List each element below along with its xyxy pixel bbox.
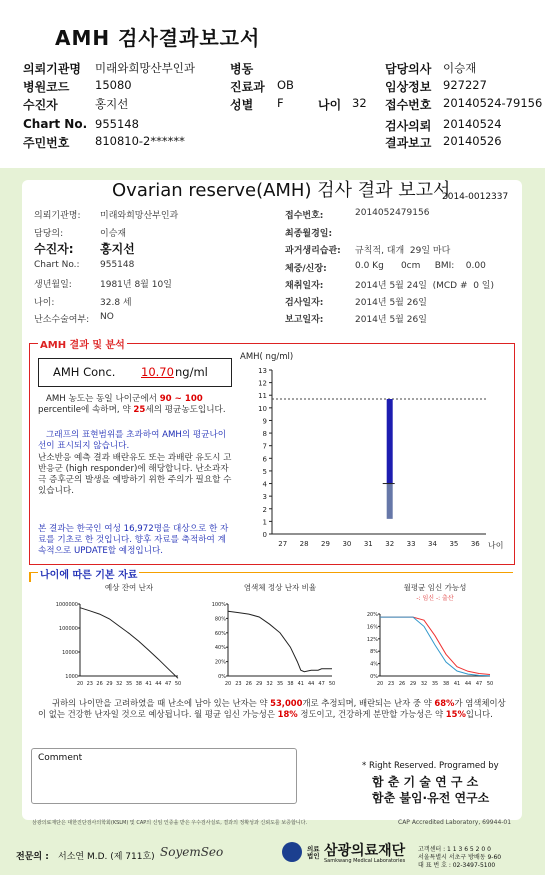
mini-x-tick-label: 26 <box>398 681 406 687</box>
y-tick-label: 8 <box>262 430 267 439</box>
mini-x-tick-label: 20 <box>376 681 384 687</box>
y-tick-label: 13 <box>258 367 267 375</box>
rights-text: * Right Reserved. Programed by <box>362 761 499 771</box>
amh-bar-chart <box>236 348 508 556</box>
summary-a: 귀하의 나이만을 고려하였을 때 난소에 남아 있는 난자는 약 <box>52 698 268 708</box>
header-value: F <box>277 96 284 110</box>
mini-x-tick-label: 26 <box>96 681 103 687</box>
mini-y-tick-label: 40% <box>214 645 226 652</box>
mini-y-tick-label: 1000 <box>65 674 78 680</box>
header-value: 미래와희망산부인과 <box>95 61 195 75</box>
report-title: Ovarian reserve(AMH) 검사 결과 보고서 <box>112 180 451 201</box>
field-label: 과거생리습관: <box>285 246 341 256</box>
ovarian-response-text: 난소반응 예측 결과 배란유도 또는 과배란 유도시 고반응군 (high responder)에 해당합니다. 난소과자극 증후군의 발생을 예방하기 위한 주의가 필요할 수 있습니다. <box>38 453 232 496</box>
header-value: 이승재 <box>443 61 477 75</box>
mini-x-tick-label: 47 <box>318 681 325 687</box>
header-label: 병원코드 <box>23 80 70 94</box>
x-tick-label: 36 <box>470 540 480 548</box>
org-name-1: 함 춘 기 술 연 구 소 <box>372 775 479 789</box>
cap-accreditation: CAP Accredited Laboratory, 69944-01 <box>398 819 512 826</box>
mini-y-tick-label: 16% <box>366 624 378 631</box>
field-value: 2014년 5월 24일 (MCD # 0 일) <box>355 281 495 291</box>
amh-low-bar <box>387 484 393 519</box>
field-label: 의뢰기관명: <box>34 211 81 221</box>
mini-x-tick-label: 32 <box>420 681 428 687</box>
field-label: 채취일자: <box>285 281 324 291</box>
y-tick-label: 9 <box>262 417 267 426</box>
y-tick-label: 5 <box>262 467 267 476</box>
mini-y-tick-label: 0% <box>218 674 226 680</box>
mini-y-tick-label: 10000 <box>62 650 78 656</box>
header-label: 진료과 <box>230 80 265 94</box>
document-number: 2014-0012337 <box>442 192 509 202</box>
mini-x-tick-label: 50 <box>486 681 494 687</box>
monthly-pregnancy-chart <box>350 580 510 692</box>
para1-a: AMH 농도는 동일 나이군에서 <box>46 394 157 404</box>
para1-b: percentile에 속하며, 약 <box>38 405 131 415</box>
header-value: 20140524 <box>443 117 502 131</box>
header-value: 15080 <box>95 78 132 92</box>
contact-3: 대 표 번 호 : 02-3497-5100 <box>418 862 496 869</box>
summary-e: 입니다. <box>465 709 493 719</box>
field-label: 접수번호: <box>285 211 324 221</box>
mini-x-tick-label: 38 <box>135 681 142 687</box>
x-tick-label: 28 <box>299 540 309 548</box>
contact-2: 서울특별시 서초구 방배동 9-60 <box>418 854 502 861</box>
mini-x-tick-label: 23 <box>235 681 242 687</box>
mini-x-tick-label: 35 <box>276 681 284 687</box>
field-label: 담당의: <box>34 229 64 239</box>
footnote: 삼광의료재단은 대한진단검사의학회(KSLM) 및 CAP의 신임 인증을 받은 우수검사실로, 결과의 정확성과 신뢰도를 보증합니다. <box>32 820 308 826</box>
summary-pct3: 15% <box>445 709 466 719</box>
field-value: 2014052479156 <box>355 208 430 218</box>
header-value: 20140524-79156 <box>443 96 543 110</box>
eggs-curve <box>80 608 178 679</box>
header-value: 927227 <box>443 78 487 92</box>
field-value: 955148 <box>100 260 135 270</box>
header-label: 성별 <box>230 98 254 112</box>
contact-1: 고객센터 : 1 1 3 6 5 2 0 0 <box>418 846 491 853</box>
y-tick-label: 2 <box>262 505 267 514</box>
mini-x-tick-label: 50 <box>328 681 336 687</box>
amh-conc-value: 10.70 <box>141 365 174 379</box>
header-label: 검사의뢰 <box>385 119 432 133</box>
header-label: 담당의사 <box>385 62 432 76</box>
equivalent-age: 25 <box>133 405 146 415</box>
para1-c: 세의 평균농도입니다. <box>145 405 226 415</box>
remaining-eggs-chart <box>28 580 188 692</box>
mini-x-tick-label: 32 <box>116 681 123 687</box>
y-tick-label: 3 <box>262 493 267 502</box>
summary-pct1: 68% <box>434 698 455 708</box>
x-tick-label: 30 <box>342 540 352 548</box>
summary-eggs: 53,000 <box>270 698 303 708</box>
field-value: 2014년 5월 26일 <box>355 315 427 325</box>
org-name-2: 함춘 불임·유전 연구소 <box>372 791 490 805</box>
mini-y-tick-label: 100% <box>211 602 226 608</box>
mini-x-tick-label: 38 <box>287 681 294 687</box>
normal-egg-ratio-chart <box>192 580 352 692</box>
section-title-age-data: 나이에 따른 기본 자료 <box>38 566 139 581</box>
header-value: 20140526 <box>443 134 502 148</box>
mini-y-tick-label: 0% <box>370 674 378 680</box>
field-label: Chart No.: <box>34 260 80 270</box>
field-value: 32.8 세 <box>100 298 132 308</box>
mini-x-tick-label: 47 <box>475 681 483 687</box>
page-title: AMH 검사결과보고서 <box>55 26 261 50</box>
x-tick-label: 31 <box>363 540 373 548</box>
field-label: 생년월일: <box>34 280 72 290</box>
y-tick-label: 7 <box>262 442 267 451</box>
mini-x-tick-label: 29 <box>409 681 417 687</box>
mini-y-tick-label: 80% <box>214 616 226 623</box>
summary-c: 가 염색체이상이 없는 건강한 난자일 것으로 예상됩니다. 월 평균 임신 가능성은 <box>38 698 506 719</box>
mini-y-tick-label: 20% <box>366 612 378 618</box>
x-tick-label: 27 <box>278 540 288 548</box>
header-label: Chart No. <box>23 117 88 131</box>
x-tick-label: 29 <box>321 540 330 548</box>
header-value: OB <box>277 78 294 92</box>
x-tick-label: 34 <box>428 540 437 548</box>
header-label: 주민번호 <box>23 136 70 150</box>
graph-range-note: 그래프의 표현범위를 초과하여 AMH의 평균나이선이 표시되지 않습니다. <box>38 430 227 451</box>
y-tick-label: 1 <box>262 518 267 527</box>
amh-conc-unit: ng/ml <box>175 365 208 379</box>
x-axis-label: 나이 <box>488 541 504 550</box>
y-axis-label: AMH( ng/ml) <box>240 352 294 362</box>
mini-y-tick-label: 4% <box>370 661 378 668</box>
doctor-label: 전문의 : <box>16 852 49 862</box>
amh-range-bar <box>387 399 393 484</box>
amh-conc-label: AMH Conc. <box>53 365 116 379</box>
header-label: 의뢰기관명 <box>23 62 81 76</box>
mini-x-tick-label: 44 <box>464 681 472 687</box>
data-source-note: 본 결과는 한국인 여성 16,972명을 대상으로 한 자료를 기초로 한 것입니다. 향후 자료를 축적하여 계속적으로 UPDATE할 예정입니다. <box>38 524 229 556</box>
mini-x-tick-label: 20 <box>224 681 232 687</box>
x-tick-label: 33 <box>406 540 416 548</box>
field-value: 규칙적, 대개 29일 마다 <box>355 246 451 256</box>
field-label: 난소수술여부: <box>34 315 90 325</box>
field-label: 보고일자: <box>285 315 324 325</box>
x-tick-label: 35 <box>449 540 459 548</box>
amh-concentration-box <box>38 358 232 387</box>
mini-y-tick-label: 8% <box>370 649 378 656</box>
mini-y-tick-label: 12% <box>366 636 378 643</box>
header-value: 955148 <box>95 117 139 131</box>
mini-x-tick-label: 20 <box>76 681 84 687</box>
summary-b: 개로 추정되며, 배란되는 난자 중 약 <box>302 698 432 708</box>
amh-percentile-text <box>38 394 234 416</box>
mini-x-tick-label: 47 <box>165 681 172 687</box>
mini-x-tick-label: 38 <box>442 681 450 687</box>
header-label: 임상정보 <box>385 80 432 94</box>
mini-x-tick-label: 41 <box>145 681 152 687</box>
chart-bg <box>236 348 508 556</box>
mini-x-tick-label: 41 <box>453 681 461 687</box>
foundation-logo-icon <box>282 842 302 862</box>
header-label: 수진자 <box>23 98 58 112</box>
percentile-range: 90 ~ 100 <box>159 394 203 404</box>
foundation-name-en: Samkwang Medical Laboratories <box>324 858 406 864</box>
mini-x-tick-label: 29 <box>106 681 113 687</box>
series-line-birth <box>380 617 490 676</box>
y-tick-label: 10 <box>258 404 267 413</box>
mini-y-tick-label: 100000 <box>58 626 78 632</box>
mini-x-tick-label: 44 <box>308 681 315 687</box>
y-tick-label: 11 <box>258 392 267 401</box>
y-tick-label: 12 <box>258 379 267 388</box>
mini-x-tick-label: 35 <box>431 681 439 687</box>
mini-x-tick-label: 44 <box>155 681 162 687</box>
summary-pct2: 18% <box>277 709 298 719</box>
normal-ratio-curve <box>228 611 332 672</box>
summary-text <box>38 698 508 720</box>
header-label: 결과보고 <box>385 136 432 150</box>
summary-d: 정도이고, 건강하게 분만할 가능성은 약 <box>300 709 444 719</box>
mini-x-tick-label: 35 <box>125 681 133 687</box>
foundation-prefix: 의료법인 <box>307 845 320 860</box>
field-value: 미래와희망산부인과 <box>100 211 179 221</box>
y-tick-label: 6 <box>262 455 267 464</box>
header-value: 810810-2****** <box>95 134 185 148</box>
header-label: 병동 <box>230 62 254 76</box>
field-value: NO <box>100 312 114 322</box>
header-value: 32 <box>352 96 367 110</box>
field-label: 검사일자: <box>285 298 324 308</box>
mini-x-tick-label: 29 <box>256 681 263 687</box>
mini-x-tick-label: 32 <box>266 681 273 687</box>
field-value: 1981년 8월 10일 <box>100 280 172 290</box>
mini-y-tick-label: 1000000 <box>55 602 78 608</box>
mini3-legend: -: 임신 -: 출산 <box>416 595 454 602</box>
mini-x-tick-label: 26 <box>245 681 252 687</box>
section-title-amh-result: AMH 결과 및 분석 <box>38 336 127 351</box>
mini-y-tick-label: 20% <box>214 659 226 666</box>
field-label: 나이: <box>34 298 55 308</box>
mini-x-tick-label: 50 <box>174 681 182 687</box>
x-tick-label: 32 <box>385 540 395 548</box>
comment-label: Comment <box>38 753 83 763</box>
mini-chart-title: 예상 잔여 난자 <box>104 583 154 592</box>
field-label: 최종월경일: <box>285 229 333 239</box>
mini-x-tick-label: 41 <box>297 681 304 687</box>
y-tick-label: 0 <box>262 531 267 539</box>
mini-chart-title: 염색체 정상 난자 비율 <box>243 583 317 592</box>
field-value: 이승재 <box>100 229 127 239</box>
header-value: 홍지선 <box>95 97 129 111</box>
y-tick-label: 4 <box>262 480 267 489</box>
doctor-signature: SoyemSeo <box>160 845 224 859</box>
foundation-name: 삼광의료재단 <box>324 843 406 859</box>
field-label: 체중/신장: <box>285 264 327 274</box>
field-label: 수진자: <box>34 242 74 256</box>
comment-box <box>31 748 297 804</box>
mini-y-tick-label: 60% <box>214 630 226 637</box>
mini-x-tick-label: 23 <box>387 681 395 687</box>
mini-x-tick-label: 23 <box>86 681 93 687</box>
doctor-name: 서소연 M.D. (제 711호) <box>58 852 155 862</box>
header-label: 나이 <box>318 98 342 112</box>
mini-chart-title: 월평균 임신 가능성 <box>403 583 467 592</box>
field-value: 0.0 Kg 0cm BMI: 0.00 <box>355 261 486 271</box>
header-label: 접수번호 <box>385 98 432 112</box>
field-value: 2014년 5월 26일 <box>355 298 427 308</box>
field-value: 홍지선 <box>100 242 135 256</box>
